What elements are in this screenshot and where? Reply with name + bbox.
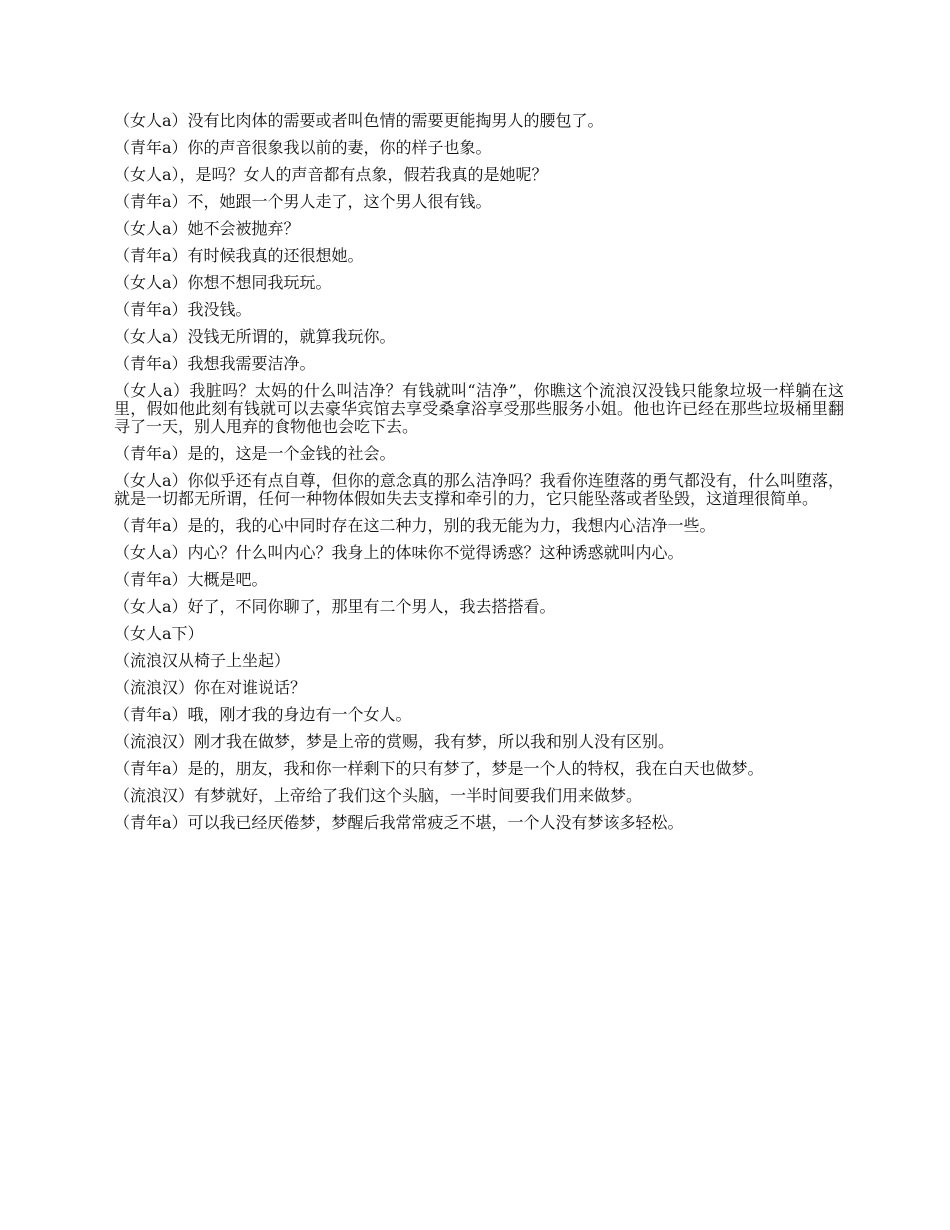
dialogue-line-3: （女人a），是吗？女人的声音都有点象，假若我真的是她呢？ <box>114 165 548 184</box>
dialogue-line-4: （青年a）不，她跟一个男人走了，这个男人很有钱。 <box>114 192 492 211</box>
dialogue-line-12: （青年a）是的，这是一个金钱的社会。 <box>114 444 396 463</box>
dialogue-line-19: （青年a）哦，刚才我的身边有一个女人。 <box>114 705 412 724</box>
dialogue-line-16: （青年a）大概是吧。 <box>114 570 268 589</box>
dialogue-line-2: （青年a）你的声音很象我以前的妻，你的样子也象。 <box>114 138 492 157</box>
stage-direction-1: （女人a下） <box>114 624 204 643</box>
dialogue-line-14: （青年a）是的，我的心中同时存在这二种力，别的我无能为力，我想内心洁净一些。 <box>114 516 716 535</box>
dialogue-line-15: （女人a）内心？什么叫内心？我身上的体味你不觉得诱惑？这种诱惑就叫内心。 <box>114 543 684 562</box>
dialogue-line-6: （青年a）有时候我真的还很想她。 <box>114 246 364 265</box>
dialogue-line-21: （青年a）是的，朋友，我和你一样剩下的只有梦了，梦是一个人的特权，我在白天也做梦。 <box>114 759 764 778</box>
dialogue-line-23: （青年a）可以我已经厌倦梦，梦醒后我常常疲乏不堪，一个人没有梦该多轻松。 <box>114 813 684 832</box>
dialogue-line-17: （女人a）好了，不同你聊了，那里有二个男人，我去搭搭看。 <box>114 597 556 616</box>
dialogue-line-5: （女人a）她不会被抛弃？ <box>114 219 300 238</box>
stage-direction-2: （流浪汉从椅子上坐起） <box>114 651 291 670</box>
dialogue-line-11: （女人a）我脏吗？太妈的什么叫洁净？有钱就叫“洁净”，你瞧这个流浪汉没钱只能象垃圾一样躺在这里，假如他此刻有钱就可以去豪华宾馆去享受桑拿浴享受那些服务小姐。他也许已经在那些垃圾桶里翻寻了一天，别人甩弃的食物他也会吃下去。 <box>114 381 844 436</box>
dialogue-line-10: （青年a）我想我需要洁净。 <box>114 354 316 373</box>
dialogue-line-8: （青年a）我没钱。 <box>114 300 252 319</box>
dialogue-line-22: （流浪汉）有梦就好，上帝给了我们这个头脑，一半时间要我们用来做梦。 <box>114 786 643 805</box>
dialogue-line-20: （流浪汉）刚才我在做梦，梦是上帝的赏赐，我有梦，所以我和别人没有区别。 <box>114 732 675 751</box>
dialogue-line-1: （女人a）没有比肉体的需要或者叫色情的需要更能掏男人的腰包了。 <box>114 111 604 130</box>
dialogue-line-13: （女人a）你似乎还有点自尊，但你的意念真的那么洁净吗？我看你连堕落的勇气都没有，什么叫堕落，就是一切都无所谓，任何一种物体假如失去支撑和牵引的力，它只能坠落或者坠毁，这道理很简单。 <box>114 471 844 508</box>
dialogue-line-7: （女人a）你想不想同我玩玩。 <box>114 273 332 292</box>
dialogue-line-18: （流浪汉）你在对谁说话？ <box>114 678 307 697</box>
dialogue-line-9: （女人a）没钱无所谓的，就算我玩你。 <box>114 327 396 346</box>
document-body <box>114 112 844 841</box>
